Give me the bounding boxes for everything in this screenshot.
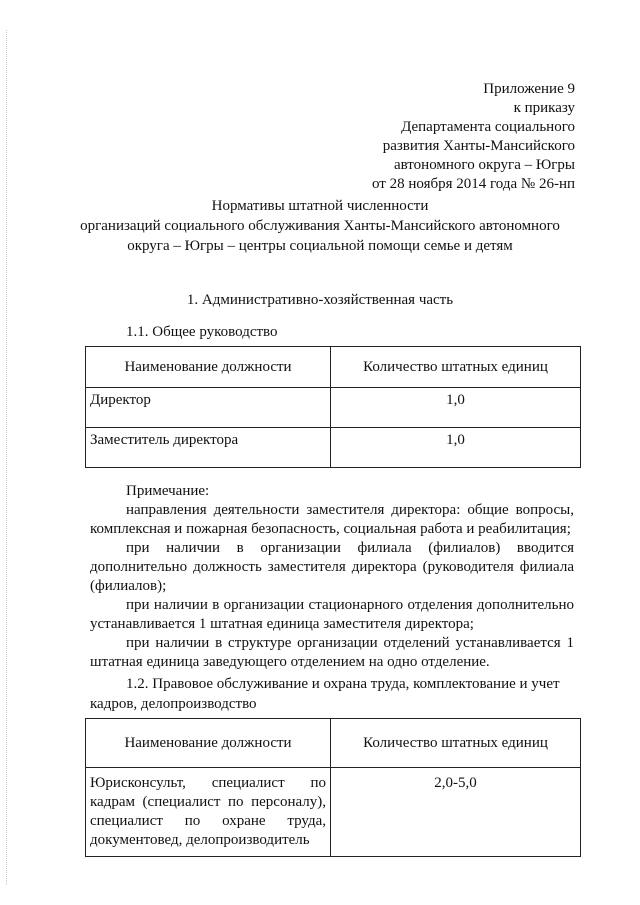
appendix-line: к приказу	[513, 100, 575, 116]
note-paragraph: при наличии в организации стационарного отделения дополнительно устанавливается 1 штатная единица заместителя директора;	[90, 597, 574, 632]
table-row	[86, 768, 581, 857]
note-label: Примечание:	[126, 483, 210, 499]
units-cell: 1,0	[331, 428, 581, 468]
note-block	[90, 482, 574, 672]
appendix-line: Департамента социального	[401, 119, 575, 135]
note-paragraph: направления деятельности заместителя директора: общие вопросы, комплексная и пожарная безопасность, социальная работа и реабилитация;	[90, 502, 574, 537]
subsection-heading-legal-hr: 1.2. Правовое обслуживание и охрана труда, комплектование и учет кадров, делопроизводство	[90, 676, 560, 712]
column-header-units: Количество штатных единиц	[331, 719, 581, 768]
table-header-row	[86, 719, 581, 768]
position-cell: Директор	[86, 388, 331, 428]
section-heading: 1. Административно-хозяйственная часть	[186, 292, 454, 308]
document-title	[60, 196, 580, 256]
units-cell: 2,0-5,0	[331, 768, 581, 857]
note-paragraph: при наличии в структуре организации отделений устанавливается 1 штатная единица заведующего отделением на одно отделение.	[90, 635, 574, 670]
column-header-position: Наименование должности	[86, 347, 331, 388]
appendix-line: развития Ханты-Мансийского	[382, 138, 575, 154]
position-cell: Заместитель директора	[86, 428, 331, 468]
title-line: округа – Югры – центры социальной помощи семье и детям	[127, 238, 513, 254]
subsection-heading-general-management: 1.1. Общее руководство	[126, 324, 278, 340]
title-line: организаций социального обслуживания Ханты-Мансийского автономного	[80, 218, 560, 234]
appendix-line: автономного округа – Югры	[393, 157, 575, 173]
position-cell: Юрисконсульт, специалист по кадрам (специалист по персоналу), специалист по охране труда, документовед, делопроизводитель	[86, 768, 331, 857]
column-header-units: Количество штатных единиц	[331, 347, 581, 388]
column-header-position: Наименование должности	[86, 719, 331, 768]
table-row	[86, 388, 581, 428]
title-line: Нормативы штатной численности	[211, 198, 429, 214]
appendix-line: Приложение 9	[483, 81, 575, 97]
units-cell: 1,0	[331, 388, 581, 428]
table-row	[86, 428, 581, 468]
staff-table-general-management	[85, 346, 581, 468]
staff-table-legal-hr	[85, 718, 581, 857]
scan-edge-marks	[6, 30, 9, 885]
appendix-header	[372, 80, 575, 194]
table-header-row	[86, 347, 581, 388]
appendix-line: от 28 ноября 2014 года № 26-нп	[371, 176, 575, 192]
note-paragraph: при наличии в организации филиала (филиалов) вводится дополнительно должность заместителя директора (руководителя филиала (филиалов);	[90, 540, 574, 594]
